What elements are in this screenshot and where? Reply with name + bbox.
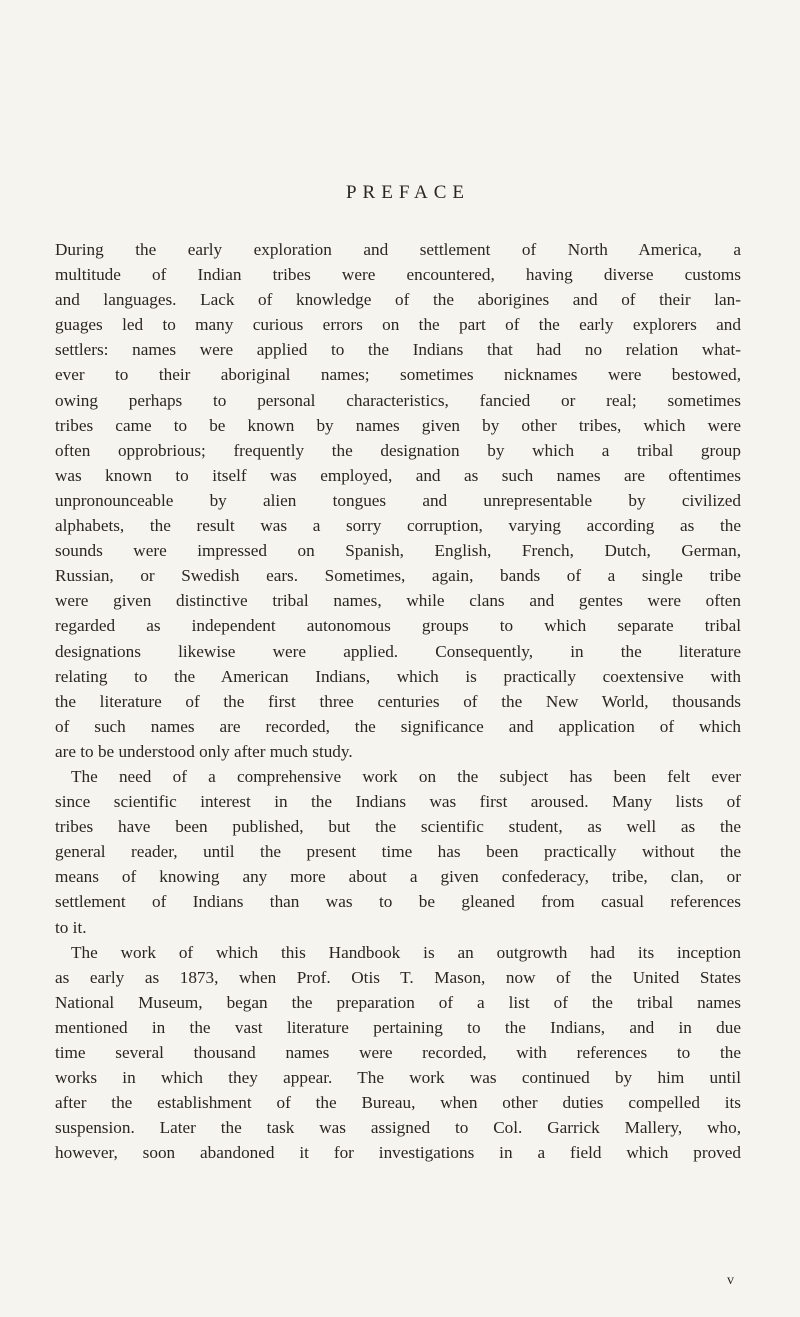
text-line: The work of which this Handbook is an outgrowth had its inception	[71, 942, 741, 962]
page-heading: PREFACE	[345, 182, 470, 203]
text-line: to it.	[55, 917, 87, 937]
text-line: National Museum, began the preparation of a list of the tribal names	[55, 992, 741, 1012]
text-line: During the early exploration and settlement of North America, a	[55, 240, 741, 259]
text-line: regarded as independent autonomous groups to which separate tribal	[55, 616, 741, 636]
text-line: general reader, until the present time has been practically without the	[55, 842, 741, 862]
text-line: sounds were impressed on Spanish, English, French, Dutch, German,	[55, 541, 741, 561]
text-line: were given distinctive tribal names, while clans and gentes were often	[55, 591, 741, 611]
text-line: alphabets, the result was a sorry corruption, varying according as the	[55, 516, 741, 536]
text-line: however, soon abandoned it for investigations in a field which proved	[55, 1143, 741, 1163]
page-number: v	[727, 1273, 734, 1288]
text-line: since scientific interest in the Indians was first aroused. Many lists of	[55, 792, 741, 812]
text-line: means of knowing any more about a given confederacy, tribe, clan, or	[55, 867, 741, 887]
text-line: the literature of the first three centuries of the New World, thousands	[55, 691, 741, 711]
text-line: tribes came to be known by names given by other tribes, which were	[55, 415, 741, 435]
text-line: often opprobrious; frequently the designation by which a tribal group	[55, 440, 741, 460]
text-line: was known to itself was employed, and as such names are oftentimes	[55, 465, 741, 485]
text-line: are to be understood only after much study.	[55, 741, 353, 761]
text-line: relating to the American Indians, which is practically coextensive with	[55, 666, 741, 686]
text-line: mentioned in the vast literature pertaining to the Indians, and in due	[55, 1017, 741, 1037]
text-line: and languages. Lack of knowledge of the aborigines and of their lan-	[55, 290, 741, 310]
text-line: as early as 1873, when Prof. Otis T. Mason, now of the United States	[55, 967, 741, 987]
text-line: owing perhaps to personal characteristics, fancied or real; sometimes	[55, 390, 741, 410]
preface-text	[55, 237, 741, 1165]
text-line: guages led to many curious errors on the part of the early explorers and	[55, 315, 741, 335]
text-line: after the establishment of the Bureau, when other duties compelled its	[55, 1093, 741, 1113]
text-line: settlers: names were applied to the Indians that had no relation what-	[55, 340, 741, 360]
text-line: multitude of Indian tribes were encountered, having diverse customs	[55, 265, 741, 285]
text-line: ever to their aboriginal names; sometimes nicknames were bestowed,	[55, 365, 741, 385]
text-line: suspension. Later the task was assigned to Col. Garrick Mallery, who,	[55, 1118, 741, 1138]
text-line: time several thousand names were recorded, with references to the	[55, 1043, 741, 1062]
text-line: unpronounceable by alien tongues and unrepresentable by civilized	[55, 490, 741, 510]
text-line: The need of a comprehensive work on the subject has been felt ever	[71, 766, 741, 786]
text-line: Russian, or Swedish ears. Sometimes, again, bands of a single tribe	[55, 566, 741, 586]
text-line: tribes have been published, but the scientific student, as well as the	[55, 817, 741, 837]
text-line: designations likewise were applied. Consequently, in the literature	[55, 641, 741, 661]
text-line: settlement of Indians than was to be gleaned from casual references	[55, 892, 741, 912]
text-line: works in which they appear. The work was continued by him until	[55, 1068, 741, 1088]
text-line: of such names are recorded, the significance and application of which	[55, 716, 741, 736]
